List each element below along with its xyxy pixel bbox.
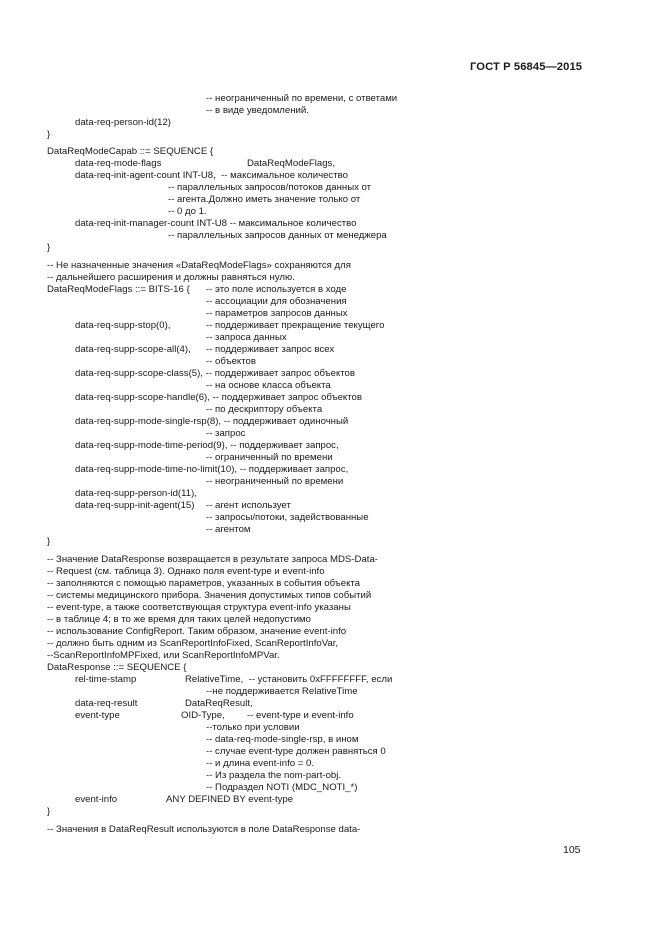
code-line: data-req-mode-flags [75, 158, 162, 169]
code-line: } [47, 536, 51, 547]
standard-header: ГОСТ Р 56845—2015 [470, 61, 583, 73]
code-line: -- случае event-type должен равняться 0 [206, 746, 386, 757]
page-number: 105 [563, 844, 581, 856]
code-line: -- использование ConfigReport. Таким образом, значение event-info [47, 626, 347, 637]
code-line: -- ограниченный по времени [206, 452, 333, 463]
code-line: --ScanReportInfoMPFixed, или ScanReportInfoMPVar. [47, 650, 280, 661]
code-line: -- Не назначенные значения «DataReqModeFlags» сохраняются для [47, 260, 351, 271]
code-line: -- поддерживает запрос всех [206, 344, 335, 355]
code-line: -- поддерживает прекращение текущего [206, 320, 385, 331]
code-line: data-req-init-agent-count INT-U8, -- максимальное количество [75, 170, 348, 181]
code-line: -- запросы/потоки, задействованные [206, 512, 369, 523]
code-line: data-req-supp-stop(0), [75, 320, 171, 331]
code-line: -- в виде уведомлений. [206, 105, 309, 116]
code-line: -- 0 до 1. [168, 206, 207, 217]
code-line: event-type [75, 710, 120, 721]
code-line: -- агентом [206, 524, 251, 535]
code-line: data-req-supp-person-id(11), [75, 488, 197, 499]
code-line: DataReqModeFlags ::= BITS-16 { [47, 284, 190, 295]
code-line: data-req-supp-mode-time-no-limit(10), -- поддерживает запрос, [75, 464, 349, 475]
code-line: event-info [75, 794, 118, 805]
code-line: } [47, 129, 51, 140]
code-line: } [47, 806, 51, 817]
code-line: data-req-person-id(12) [75, 117, 171, 128]
code-line: -- event-type и event-info [247, 710, 354, 721]
code-line: -- ассоциации для обозначения [206, 296, 347, 307]
code-line: RelativeTime, -- установить 0xFFFFFFFF, если [185, 674, 393, 685]
code-line: -- заполняются с помощью параметров, указанных в события объекта [47, 578, 361, 589]
code-line: -- это поле используется в ходе [206, 284, 347, 295]
code-line: -- по дескриптору объекта [206, 404, 323, 415]
code-line: DataResponse ::= SEQUENCE { [47, 662, 187, 673]
code-line: -- на основе класса объекта [206, 380, 331, 391]
code-line: -- параметров запросов данных [206, 308, 348, 319]
code-line: -- дальнейшего расширения и должны равняться нулю. [47, 272, 295, 283]
code-line: DataReqResult, [185, 698, 253, 709]
code-line: -- запрос [206, 428, 246, 439]
code-line: -- в таблице 4; в то же время для таких целей недопустимо [47, 614, 311, 625]
code-line: --не поддерживается RelativeTime [206, 686, 358, 697]
code-line: DataReqModeFlags, [247, 158, 335, 169]
code-line: OID-Type, [181, 710, 225, 721]
code-line: --только при условии [206, 722, 300, 733]
code-line: -- запроса данных [206, 332, 287, 343]
code-line: data-req-supp-scope-all(4), [75, 344, 191, 355]
code-line: -- объектов [206, 356, 256, 367]
code-line: DataReqModeCapab ::= SEQUENCE { [47, 146, 214, 157]
code-line: -- должно быть одним из ScanReportInfoFixed, ScanReportInfoVar, [47, 638, 339, 649]
code-line: ANY DEFINED BY event-type [166, 794, 294, 805]
code-line: data-req-supp-init-agent(15) [75, 500, 195, 511]
code-line: data-req-supp-scope-handle(6), -- поддерживает запрос объектов [75, 392, 362, 403]
code-line: -- Значения в DataReqResult используются в поле DataResponse data- [47, 824, 361, 835]
code-line: -- неограниченный по времени, с ответами [206, 93, 398, 104]
code-line: -- и длина event-info = 0. [206, 758, 314, 769]
code-line: -- параллельных запросов/потоков данных от [168, 182, 372, 193]
code-line: } [47, 242, 51, 253]
code-line: -- параллельных запросов данных от менеджера [168, 230, 387, 241]
code-line: rel-time-stamp [75, 674, 137, 685]
code-line: -- data-req-mode-single-rsp, в ином [206, 734, 359, 745]
code-line: -- системы медицинского прибора. Значения допустимых типов событий [47, 590, 372, 601]
code-line: -- агента.Должно иметь значение только от [168, 194, 361, 205]
code-line: -- event-type, а также соответствующая структура event-info указаны [47, 602, 351, 613]
code-line: -- Из раздела the nom-part-obj. [206, 770, 342, 781]
code-line: data-req-result [75, 698, 138, 709]
code-line: -- Значение DataResponse возвращается в результате запроса MDS-Data- [47, 554, 378, 565]
code-line: -- Подраздел NOTI (MDC_NOTI_*) [206, 782, 358, 793]
code-line: -- Request (см. таблица 3). Однако поля event-type и event-info [47, 566, 325, 577]
code-line: data-req-supp-scope-class(5), -- поддерживает запрос объектов [75, 368, 355, 379]
code-line: data-req-init-manager-count INT-U8 -- максимальное количество [75, 218, 357, 229]
code-line: -- неограниченный по времени [206, 476, 344, 487]
code-line: -- агент использует [206, 500, 291, 511]
code-line: data-req-supp-mode-time-period(9), -- поддерживает запрос, [75, 440, 339, 451]
code-line: data-req-supp-mode-single-rsp(8), -- поддерживает одиночный [75, 416, 349, 427]
